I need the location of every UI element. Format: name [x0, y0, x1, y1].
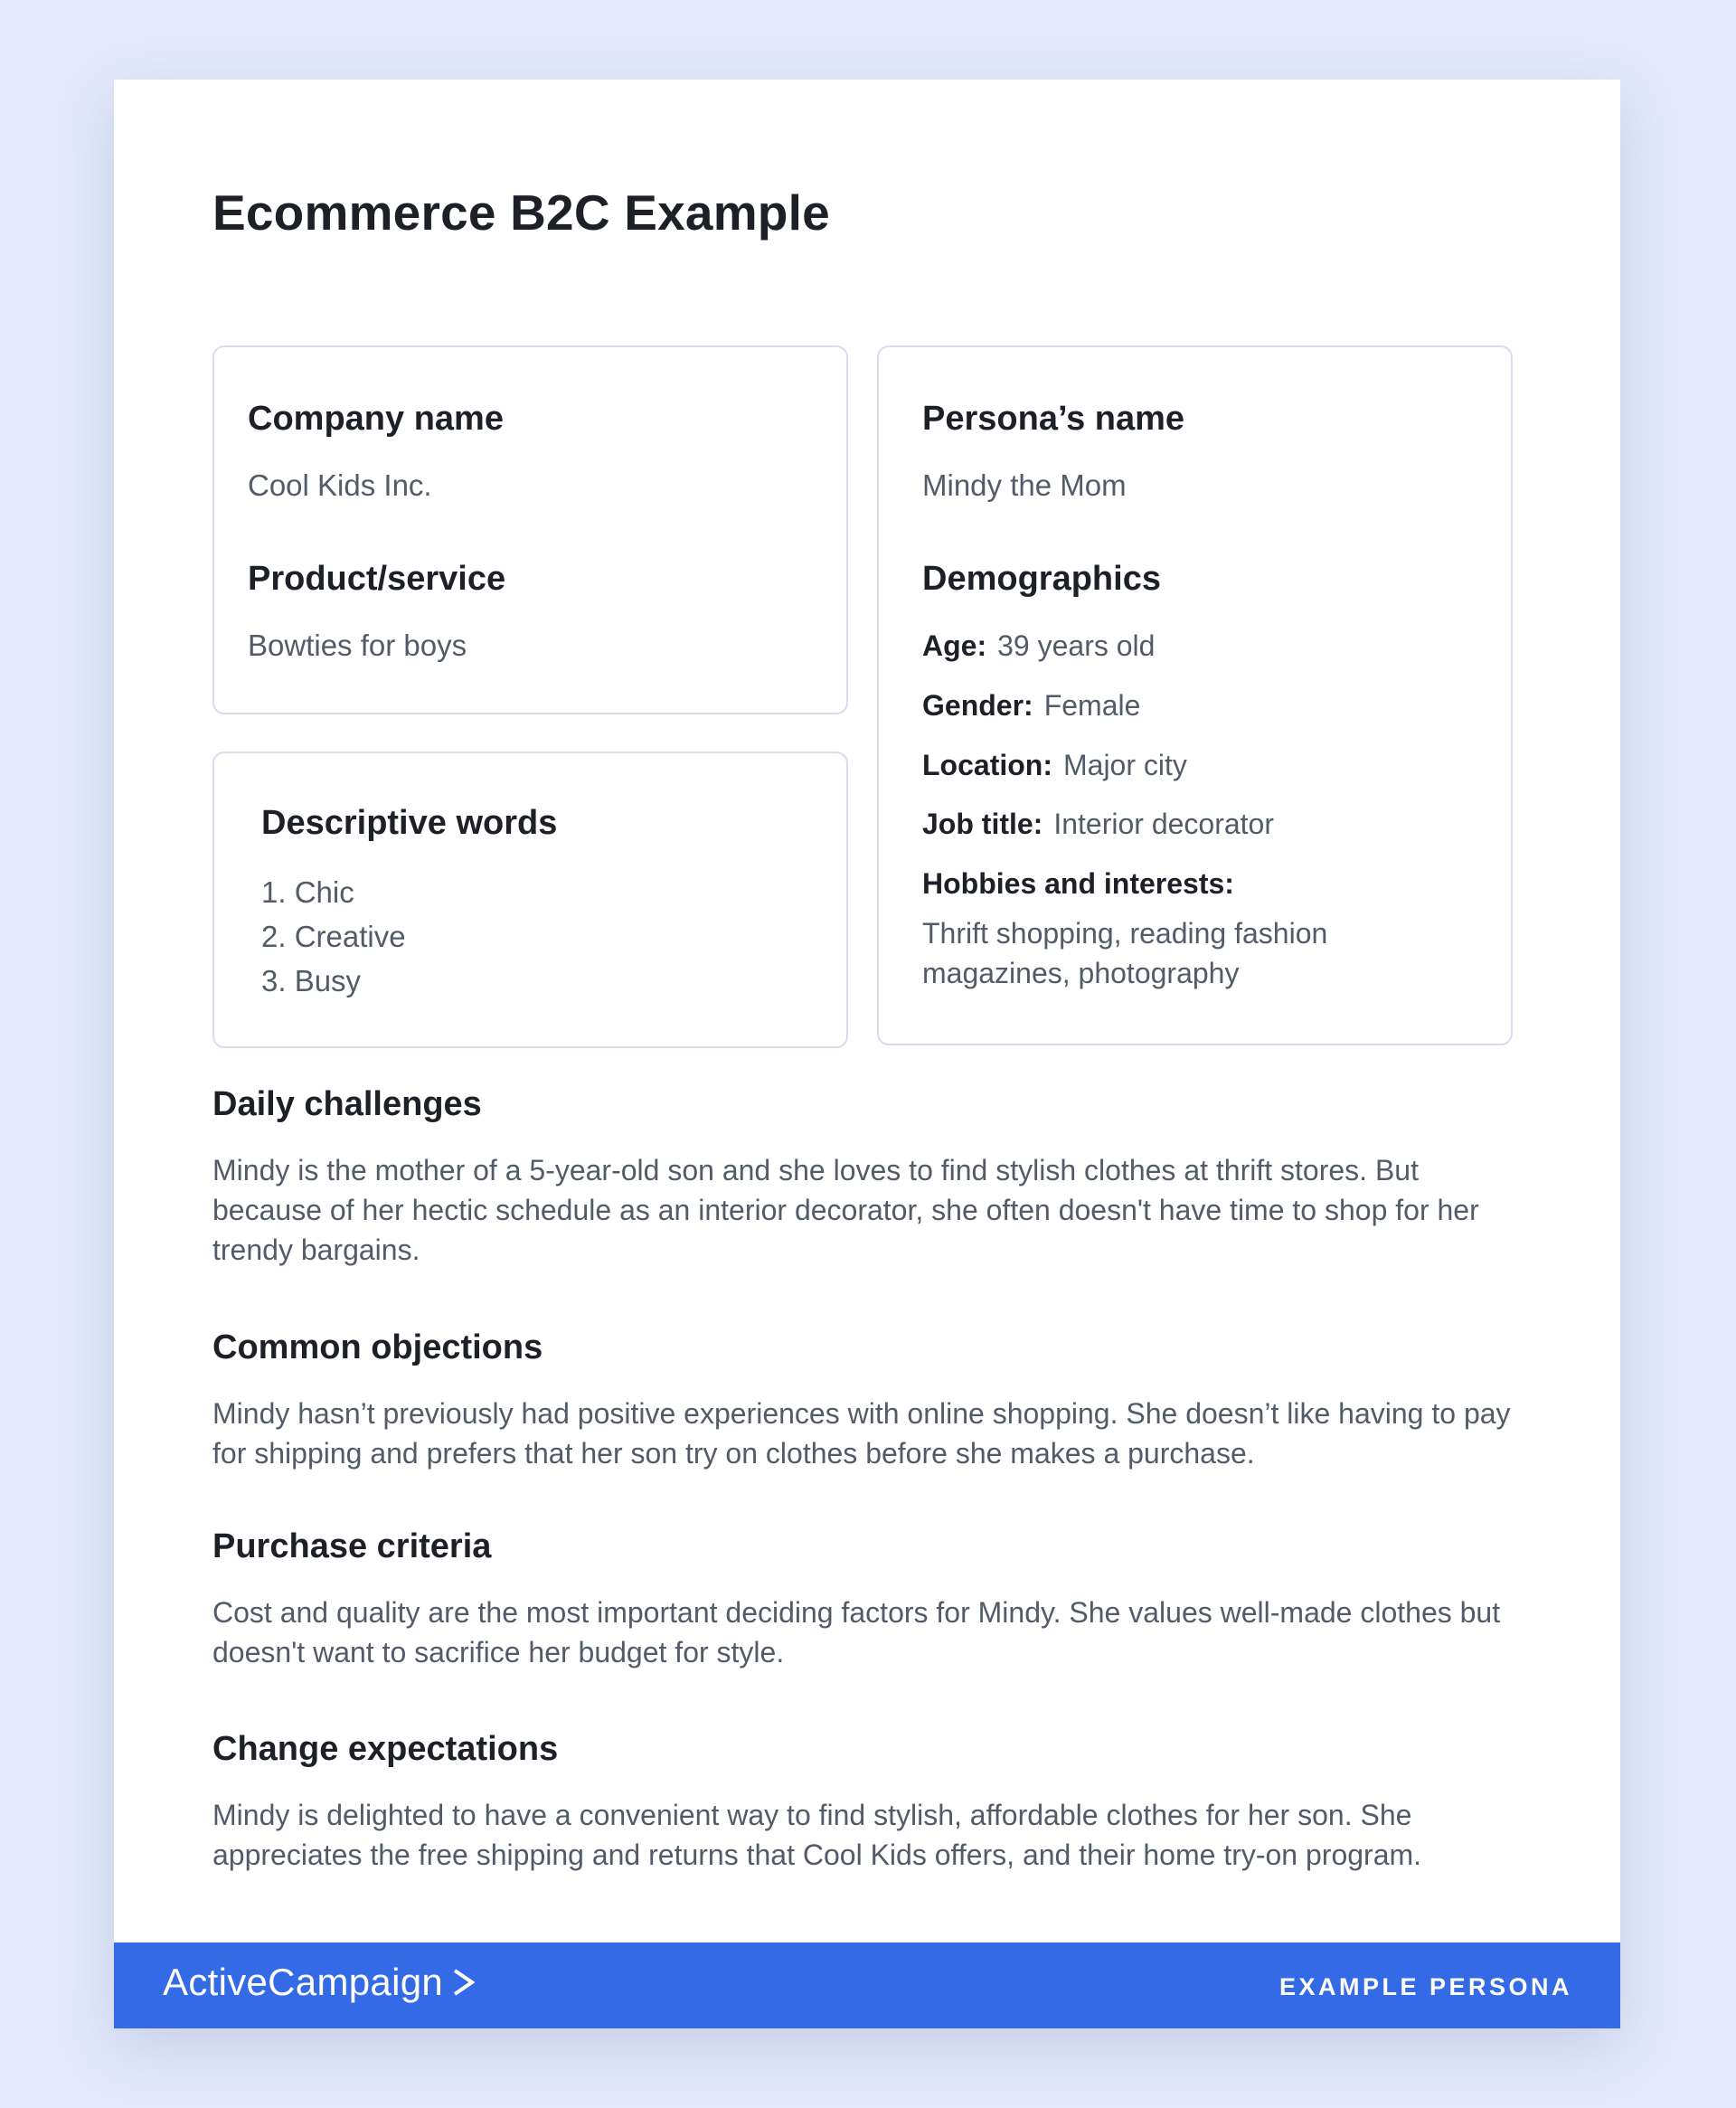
age-row: [922, 629, 1155, 663]
persona-card: [877, 345, 1513, 1045]
descriptive-words-list: [261, 870, 406, 1003]
section-body-purchase-criteria: Cost and quality are the most important deciding factors for Mindy. She values well-made clothes but doesn't want to sacrifice her budget for style.: [212, 1596, 1501, 1668]
descriptive-words-label: Descriptive words: [261, 804, 558, 842]
job-title-value: Interior decorator: [1053, 808, 1274, 840]
job-title-row: [922, 808, 1274, 841]
section-body-change-expectations: Mindy is delighted to have a convenient way to find stylish, affordable clothes for her son. She appreciates the free shipping and returns that Cool Kids offers, and their home try-on program.: [212, 1799, 1422, 1871]
location-value: Major city: [1062, 749, 1187, 781]
section-heading-purchase-criteria: Purchase criteria: [212, 1527, 492, 1565]
persona-sheet: [114, 80, 1620, 2028]
section-heading-daily-challenges: Daily challenges: [212, 1085, 482, 1123]
demographics-label: Demographics: [922, 560, 1161, 598]
gender-label: Gender:: [922, 689, 1033, 722]
footer-bar: [114, 1943, 1620, 2028]
hobbies-row: [922, 867, 1245, 901]
list-item: 2. Creative: [261, 920, 406, 953]
list-item: 3. Busy: [261, 964, 362, 997]
section-heading-common-objections: Common objections: [212, 1328, 543, 1366]
descriptive-words-card: [212, 752, 848, 1048]
gender-value: Female: [1043, 689, 1141, 722]
product-value: Bowties for boys: [248, 629, 467, 662]
hobbies-label: Hobbies and interests:: [922, 867, 1234, 900]
gender-row: [922, 689, 1140, 723]
list-item: 1. Chic: [261, 875, 354, 909]
page-title: Ecommerce B2C Example: [212, 184, 830, 241]
persona-name-label: Persona’s name: [922, 400, 1185, 438]
age-value: 39 years old: [997, 629, 1156, 662]
persona-name-value: Mindy the Mom: [922, 468, 1127, 502]
company-card: [212, 345, 848, 714]
company-name-label: Company name: [248, 400, 504, 438]
section-body-daily-challenges: Mindy is the mother of a 5-year-old son and she loves to find stylish clothes at thrift stores. But because of her hectic schedule as an interior decorator, she often doesn't have time to shop for her trendy bargains.: [212, 1154, 1479, 1266]
age-label: Age:: [922, 629, 987, 662]
location-row: [922, 749, 1187, 782]
product-label: Product/service: [248, 560, 506, 598]
activecampaign-logo: [163, 1961, 476, 2004]
section-heading-change-expectations: Change expectations: [212, 1730, 559, 1768]
logo-text: ActiveCampaign: [163, 1961, 444, 2003]
company-name-value: Cool Kids Inc.: [248, 468, 432, 502]
section-body-common-objections: Mindy hasn’t previously had positive experiences with online shopping. She doesn’t like having to pay for shipping and prefers that her son try on clothes before she makes a purchase.: [212, 1397, 1511, 1470]
job-title-label: Job title:: [922, 808, 1043, 840]
location-label: Location:: [922, 749, 1052, 781]
chevron-right-icon: [452, 1968, 476, 1997]
hobbies-value: Thrift shopping, reading fashion magazines, photography: [922, 917, 1328, 989]
example-persona-label: EXAMPLE PERSONA: [1278, 1973, 1572, 2000]
